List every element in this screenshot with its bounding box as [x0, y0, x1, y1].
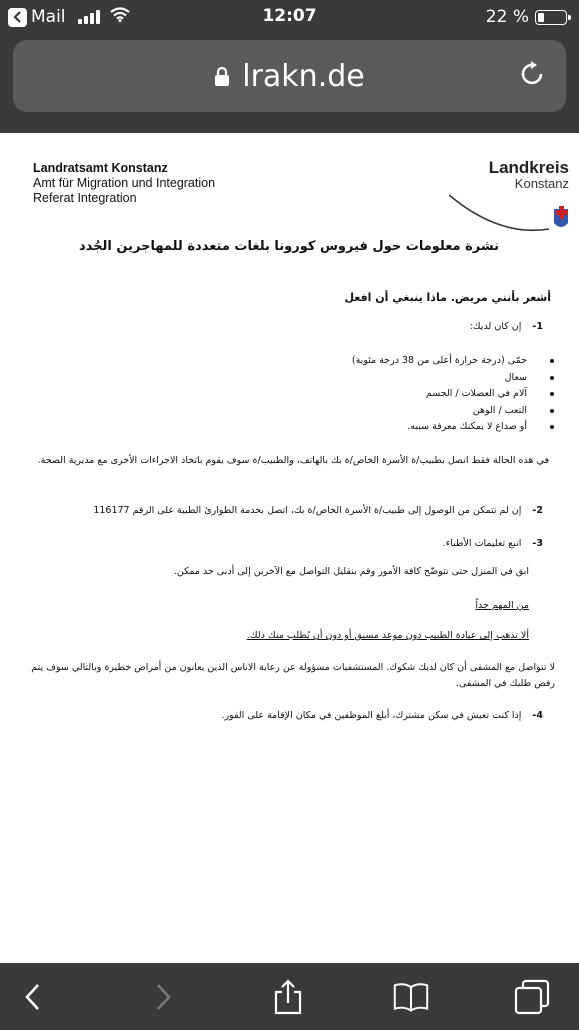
hospital-paragraph: لا تتواصل مع المشفى أن كان لديك شكوك. المستشفيات مسؤولة عن رعاية الاناس الذين يعانون من أمراض خطيرة وبالتالي سوف يتم رفض طلبك في المشفى. — [31, 662, 555, 689]
section-3-paragraph: ابق في المنزل حتى تتوضّح كافة الأمور وقم بتقليل التواصل مع الآخرين إلى أدنى حد ممكن. — [173, 566, 529, 577]
browser-bottom-toolbar — [0, 963, 579, 1030]
section-1-paragraph: في هذه الحالة فقط اتصل بطبيب/ة الأسرة الخاص/ة بك بالهاتف، والطبيب/ة سوف يقوم باتخاذ الاجراءات الأخرى مع مديرية الصحة. — [37, 455, 549, 466]
list-item: أو صداع لا يمكنك معرفة سببه. — [352, 419, 527, 436]
status-time: 12:07 — [262, 6, 317, 26]
share-icon — [272, 979, 304, 1015]
section-1-number: 1- — [532, 321, 543, 332]
battery-percent: 22 % — [485, 7, 529, 27]
org-name: Landratsamt Konstanz — [33, 161, 168, 175]
battery-icon — [535, 10, 567, 25]
reload-icon[interactable] — [520, 60, 546, 96]
address-bar[interactable] — [13, 40, 566, 112]
section-1-text: إن كان لديك: — [469, 321, 522, 332]
back-to-app-label: Mail — [31, 7, 66, 27]
tabs-icon — [514, 979, 550, 1015]
logo-swoosh-icon — [449, 187, 569, 243]
forward-icon — [153, 982, 173, 1012]
section-2-number: 2- — [532, 505, 543, 516]
bookmarks-icon — [393, 981, 429, 1013]
section-2-text: إن لم تتمكن من الوصول إلى طبيب/ة الأسرة الخاص/ة بك، اتصل بخدمة الطوارئ الطبية على الرقم 116177 — [93, 505, 522, 516]
important-heading: من المهم جداً — [475, 600, 529, 611]
landkreis-logo: Landkreis Konstanz — [449, 159, 569, 229]
section-4 — [221, 708, 543, 724]
section-1-intro — [470, 319, 543, 335]
section-4-number: 4- — [532, 710, 543, 721]
section-3 — [443, 536, 543, 552]
list-item: حمّى (درجة حرارة أعلى من 38 درجة مئوية) — [352, 353, 527, 370]
lock-icon — [214, 59, 230, 94]
department-name: Amt für Migration und Integration — [33, 176, 216, 190]
document-header-sender — [33, 161, 215, 206]
share-button[interactable] — [270, 979, 306, 1015]
url-text: lrakn.de — [242, 58, 365, 94]
list-item: آلام في العضلات / الجسم — [352, 386, 527, 403]
important-line: ألا تذهب إلى عيادة الطبيب دون موعد مسبق أو دون أن يُطلب منك ذلك. — [246, 630, 529, 641]
section-heading: أشعر بأنني مريض. ماذا ينبغي أن افعل — [344, 291, 551, 304]
unit-name: Referat Integration — [33, 191, 137, 205]
symptom-list — [352, 353, 527, 436]
status-bar — [0, 0, 579, 34]
pdf-document-page — [0, 133, 579, 963]
document-title: نشرة معلومات حول فيروس كورونا بلغات متعددة للمهاجرين الجُدد — [79, 239, 499, 254]
battery-indicator — [486, 7, 567, 27]
list-item: التعب / الوهن — [352, 403, 527, 420]
section-4-text: إذا كنت تعيش في سكن مشترك، أبلغ الموظفين في مكان الإقامة على الفور. — [221, 710, 522, 721]
section-2 — [93, 503, 543, 519]
browser-top-chrome — [0, 0, 579, 133]
list-item: سعال — [352, 370, 527, 387]
forward-button[interactable] — [145, 979, 181, 1015]
bookmarks-button[interactable] — [393, 979, 429, 1015]
section-3-number: 3- — [532, 538, 543, 549]
back-icon — [23, 982, 43, 1012]
section-3-text: اتبع تعليمات الأطباء. — [442, 538, 522, 549]
tabs-button[interactable] — [514, 979, 550, 1015]
back-button[interactable] — [15, 979, 51, 1015]
